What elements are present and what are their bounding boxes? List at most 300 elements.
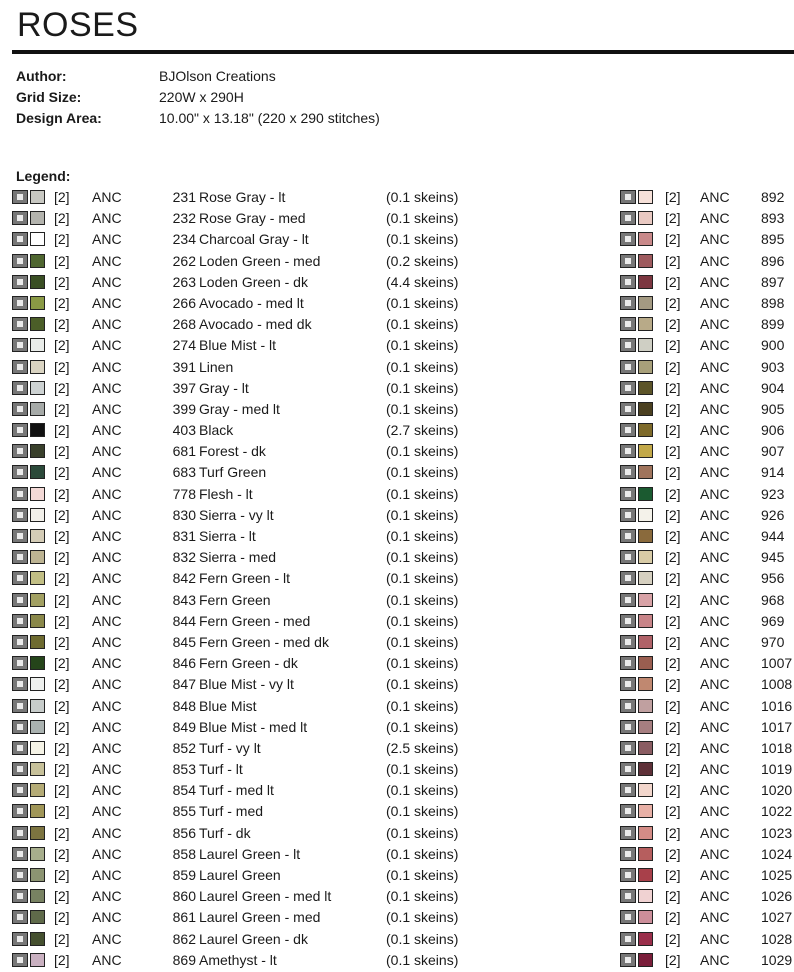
stitch-symbol-icon: [620, 953, 636, 967]
thread-number: 1029: [761, 951, 793, 968]
thread-number: 869: [172, 951, 196, 968]
color-swatch: [638, 444, 653, 458]
thread-number: 900: [761, 337, 785, 354]
strand-count: [2]: [665, 210, 681, 227]
strand-count: [2]: [54, 422, 70, 439]
strand-count: [2]: [665, 591, 681, 608]
thread-number: 892: [761, 189, 785, 205]
thread-brand: ANC: [700, 252, 730, 269]
skein-amount: (0.1 skeins): [386, 485, 459, 502]
stitch-symbol-icon: [12, 317, 28, 331]
thread-brand: ANC: [92, 867, 122, 883]
strand-count: [2]: [54, 549, 70, 566]
skein-amount: (0.1 skeins): [386, 612, 459, 629]
skein-amount: (0.1 skeins): [386, 909, 459, 926]
stitch-symbol-icon: [12, 677, 28, 691]
skein-amount: (0.1 skeins): [386, 570, 459, 587]
thread-brand: ANC: [700, 782, 730, 799]
thread-color-name: Blue Mist - med lt: [199, 718, 308, 735]
strand-count: [2]: [665, 739, 681, 756]
thread-number: 956: [761, 570, 785, 587]
thread-brand: ANC: [700, 506, 730, 523]
color-swatch: [638, 635, 653, 649]
strand-count: [2]: [665, 676, 681, 693]
color-swatch: [638, 487, 653, 501]
grid-size-label: Grid Size:: [16, 89, 82, 105]
skein-amount: (0.1 skeins): [386, 888, 459, 905]
thread-brand: ANC: [92, 739, 122, 756]
thread-color-name: Blue Mist: [199, 697, 257, 714]
stitch-symbol-icon: [620, 635, 636, 649]
strand-count: [2]: [665, 189, 681, 205]
thread-color-name: Loden Green - dk: [199, 273, 308, 290]
thread-brand: ANC: [700, 930, 730, 947]
strand-count: [2]: [54, 210, 70, 227]
strand-count: [2]: [665, 294, 681, 311]
thread-color-name: Laurel Green: [199, 867, 281, 883]
thread-brand: ANC: [700, 655, 730, 672]
legend-label: Legend:: [16, 168, 71, 184]
stitch-symbol-icon: [12, 550, 28, 564]
color-swatch: [30, 783, 45, 797]
strand-count: [2]: [54, 888, 70, 905]
thread-number: 1017: [761, 718, 793, 735]
stitch-symbol-icon: [620, 783, 636, 797]
thread-brand: ANC: [92, 294, 122, 311]
skein-amount: (0.1 skeins): [386, 337, 459, 354]
color-swatch: [638, 529, 653, 543]
color-swatch: [638, 338, 653, 352]
thread-brand: ANC: [92, 591, 122, 608]
color-swatch: [30, 571, 45, 585]
skein-amount: (0.1 skeins): [386, 549, 459, 566]
thread-number: 904: [761, 379, 785, 396]
color-swatch: [638, 275, 653, 289]
color-swatch: [638, 932, 653, 946]
thread-brand: ANC: [700, 718, 730, 735]
stitch-symbol-icon: [620, 529, 636, 543]
strand-count: [2]: [54, 316, 70, 333]
skein-amount: (2.7 skeins): [386, 422, 459, 439]
strand-count: [2]: [54, 951, 70, 968]
thread-number: 859: [172, 867, 196, 883]
thread-brand: ANC: [700, 612, 730, 629]
strand-count: [2]: [54, 930, 70, 947]
color-swatch: [30, 889, 45, 903]
stitch-symbol-icon: [12, 762, 28, 776]
thread-number: 232: [172, 210, 196, 227]
thread-number: 895: [761, 231, 785, 248]
stitch-symbol-icon: [12, 444, 28, 458]
thread-color-name: Linen: [199, 358, 234, 375]
stitch-symbol-icon: [620, 381, 636, 395]
color-swatch: [638, 868, 653, 882]
thread-brand: ANC: [700, 676, 730, 693]
stitch-symbol-icon: [12, 487, 28, 501]
thread-number: 852: [172, 739, 196, 756]
skein-amount: (0.1 skeins): [386, 316, 459, 333]
thread-color-name: Sierra - med: [199, 549, 277, 566]
thread-brand: ANC: [92, 400, 122, 417]
thread-brand: ANC: [92, 930, 122, 947]
thread-number: 391: [172, 358, 196, 375]
thread-number: 263: [172, 273, 196, 290]
strand-count: [2]: [54, 400, 70, 417]
thread-brand: ANC: [92, 951, 122, 968]
thread-brand: ANC: [92, 803, 122, 820]
thread-brand: ANC: [700, 189, 730, 205]
thread-brand: ANC: [700, 570, 730, 587]
strand-count: [2]: [54, 464, 70, 481]
thread-brand: ANC: [92, 231, 122, 248]
stitch-symbol-icon: [620, 275, 636, 289]
stitch-symbol-icon: [620, 254, 636, 268]
stitch-symbol-icon: [620, 508, 636, 522]
stitch-symbol-icon: [620, 614, 636, 628]
strand-count: [2]: [665, 485, 681, 502]
thread-brand: ANC: [700, 867, 730, 883]
color-swatch: [30, 826, 45, 840]
thread-number: 923: [761, 485, 785, 502]
thread-number: 1022: [761, 803, 793, 820]
stitch-symbol-icon: [620, 762, 636, 776]
stitch-symbol-icon: [620, 190, 636, 204]
skein-amount: (0.1 skeins): [386, 506, 459, 523]
thread-color-name: Loden Green - med: [199, 252, 321, 269]
stitch-symbol-icon: [620, 444, 636, 458]
thread-brand: ANC: [92, 528, 122, 544]
design-area-label: Design Area:: [16, 110, 102, 126]
stitch-symbol-icon: [12, 508, 28, 522]
color-swatch: [638, 953, 653, 967]
stitch-symbol-icon: [620, 360, 636, 374]
strand-count: [2]: [665, 337, 681, 354]
stitch-symbol-icon: [12, 699, 28, 713]
skein-amount: (0.1 skeins): [386, 676, 459, 693]
stitch-symbol-icon: [12, 932, 28, 946]
thread-color-name: Gray - lt: [199, 379, 249, 396]
thread-number: 896: [761, 252, 785, 269]
strand-count: [2]: [54, 697, 70, 714]
thread-color-name: Avocado - med dk: [199, 316, 312, 333]
thread-brand: ANC: [92, 358, 122, 375]
thread-brand: ANC: [92, 189, 122, 205]
color-swatch: [30, 720, 45, 734]
thread-number: 1019: [761, 761, 793, 778]
thread-number: 1023: [761, 824, 793, 841]
thread-brand: ANC: [700, 443, 730, 460]
thread-brand: ANC: [92, 845, 122, 862]
strand-count: [2]: [665, 888, 681, 905]
color-swatch: [638, 826, 653, 840]
stitch-symbol-icon: [620, 804, 636, 818]
strand-count: [2]: [54, 803, 70, 820]
thread-number: 262: [172, 252, 196, 269]
stitch-symbol-icon: [12, 868, 28, 882]
thread-brand: ANC: [92, 485, 122, 502]
strand-count: [2]: [665, 252, 681, 269]
skein-amount: (0.1 skeins): [386, 231, 459, 248]
thread-color-name: Fern Green - dk: [199, 655, 298, 672]
thread-brand: ANC: [92, 697, 122, 714]
color-swatch: [30, 868, 45, 882]
thread-brand: ANC: [92, 633, 122, 650]
skein-amount: (0.1 skeins): [386, 930, 459, 947]
thread-brand: ANC: [92, 909, 122, 926]
color-swatch: [638, 465, 653, 479]
thread-number: 862: [172, 930, 196, 947]
grid-size-value: 220W x 290H: [159, 89, 244, 105]
strand-count: [2]: [54, 189, 70, 205]
color-swatch: [638, 296, 653, 310]
color-swatch: [30, 804, 45, 818]
stitch-symbol-icon: [620, 677, 636, 691]
stitch-symbol-icon: [620, 932, 636, 946]
skein-amount: (0.1 skeins): [386, 718, 459, 735]
color-swatch: [30, 635, 45, 649]
color-swatch: [30, 762, 45, 776]
thread-number: 842: [172, 570, 196, 587]
stitch-symbol-icon: [12, 635, 28, 649]
color-swatch: [638, 550, 653, 564]
thread-color-name: Amethyst - lt: [199, 951, 277, 968]
thread-color-name: Rose Gray - med: [199, 210, 306, 227]
thread-number: 846: [172, 655, 196, 672]
stitch-symbol-icon: [12, 783, 28, 797]
color-swatch: [638, 720, 653, 734]
thread-number: 906: [761, 422, 785, 439]
thread-brand: ANC: [700, 400, 730, 417]
stitch-symbol-icon: [620, 550, 636, 564]
stitch-symbol-icon: [12, 847, 28, 861]
strand-count: [2]: [54, 506, 70, 523]
color-swatch: [638, 402, 653, 416]
thread-number: 907: [761, 443, 785, 460]
stitch-symbol-icon: [12, 296, 28, 310]
thread-number: 854: [172, 782, 196, 799]
thread-number: 861: [172, 909, 196, 926]
thread-number: 399: [172, 400, 196, 417]
thread-brand: ANC: [700, 422, 730, 439]
thread-color-name: Forest - dk: [199, 443, 266, 460]
color-swatch: [30, 550, 45, 564]
strand-count: [2]: [54, 528, 70, 544]
color-swatch: [30, 910, 45, 924]
thread-color-name: Flesh - lt: [199, 485, 253, 502]
strand-count: [2]: [665, 273, 681, 290]
thread-number: 266: [172, 294, 196, 311]
strand-count: [2]: [54, 845, 70, 862]
thread-brand: ANC: [92, 316, 122, 333]
color-swatch: [638, 381, 653, 395]
thread-number: 914: [761, 464, 785, 481]
thread-color-name: Turf - vy lt: [199, 739, 261, 756]
color-swatch: [638, 804, 653, 818]
stitch-symbol-icon: [620, 699, 636, 713]
stitch-symbol-icon: [12, 338, 28, 352]
skein-amount: (0.1 skeins): [386, 528, 459, 544]
thread-number: 897: [761, 273, 785, 290]
thread-number: 234: [172, 231, 196, 248]
color-swatch: [30, 699, 45, 713]
stitch-symbol-icon: [620, 211, 636, 225]
strand-count: [2]: [54, 337, 70, 354]
thread-brand: ANC: [92, 655, 122, 672]
thread-brand: ANC: [92, 443, 122, 460]
thread-number: 268: [172, 316, 196, 333]
stitch-symbol-icon: [12, 804, 28, 818]
strand-count: [2]: [665, 316, 681, 333]
thread-brand: ANC: [700, 824, 730, 841]
skein-amount: (0.1 skeins): [386, 951, 459, 968]
thread-brand: ANC: [700, 337, 730, 354]
thread-brand: ANC: [92, 379, 122, 396]
strand-count: [2]: [54, 379, 70, 396]
thread-brand: ANC: [92, 888, 122, 905]
skein-amount: (0.1 skeins): [386, 591, 459, 608]
color-swatch: [30, 465, 45, 479]
color-swatch: [638, 508, 653, 522]
thread-brand: ANC: [700, 210, 730, 227]
thread-brand: ANC: [700, 316, 730, 333]
thread-brand: ANC: [700, 591, 730, 608]
thread-number: 847: [172, 676, 196, 693]
color-swatch: [638, 571, 653, 585]
strand-count: [2]: [54, 782, 70, 799]
thread-brand: ANC: [700, 464, 730, 481]
color-swatch: [30, 741, 45, 755]
strand-count: [2]: [665, 612, 681, 629]
color-swatch: [30, 254, 45, 268]
thread-color-name: Turf - med: [199, 803, 264, 820]
color-swatch: [30, 593, 45, 607]
thread-brand: ANC: [700, 951, 730, 968]
strand-count: [2]: [54, 612, 70, 629]
thread-brand: ANC: [700, 909, 730, 926]
strand-count: [2]: [54, 739, 70, 756]
strand-count: [2]: [665, 761, 681, 778]
stitch-symbol-icon: [620, 338, 636, 352]
thread-number: 903: [761, 358, 785, 375]
thread-brand: ANC: [700, 803, 730, 820]
thread-brand: ANC: [700, 528, 730, 544]
grid-size-row: [16, 87, 380, 108]
thread-brand: ANC: [92, 464, 122, 481]
thread-color-name: Laurel Green - med: [199, 909, 321, 926]
strand-count: [2]: [54, 294, 70, 311]
color-swatch: [638, 741, 653, 755]
stitch-symbol-icon: [12, 423, 28, 437]
color-swatch: [638, 783, 653, 797]
thread-brand: ANC: [92, 782, 122, 799]
thread-number: 1020: [761, 782, 793, 799]
strand-count: [2]: [54, 909, 70, 926]
color-swatch: [638, 211, 653, 225]
thread-color-name: Fern Green - med dk: [199, 633, 329, 650]
strand-count: [2]: [665, 845, 681, 862]
color-swatch: [30, 932, 45, 946]
thread-color-name: Fern Green: [199, 591, 271, 608]
thread-brand: ANC: [700, 761, 730, 778]
color-swatch: [638, 889, 653, 903]
strand-count: [2]: [665, 782, 681, 799]
thread-brand: ANC: [92, 210, 122, 227]
skein-amount: (0.1 skeins): [386, 358, 459, 375]
design-meta: [16, 66, 380, 129]
strand-count: [2]: [54, 655, 70, 672]
thread-number: 905: [761, 400, 785, 417]
thread-number: 848: [172, 697, 196, 714]
strand-count: [2]: [54, 273, 70, 290]
stitch-symbol-icon: [12, 741, 28, 755]
strand-count: [2]: [665, 867, 681, 883]
stitch-symbol-icon: [12, 614, 28, 628]
thread-color-name: Turf - dk: [199, 824, 251, 841]
thread-brand: ANC: [92, 824, 122, 841]
thread-brand: ANC: [92, 549, 122, 566]
stitch-symbol-icon: [620, 889, 636, 903]
strand-count: [2]: [54, 252, 70, 269]
stitch-symbol-icon: [620, 317, 636, 331]
thread-number: 969: [761, 612, 785, 629]
color-swatch: [30, 487, 45, 501]
thread-number: 860: [172, 888, 196, 905]
stitch-symbol-icon: [620, 720, 636, 734]
strand-count: [2]: [665, 951, 681, 968]
stitch-symbol-icon: [12, 465, 28, 479]
thread-number: 843: [172, 591, 196, 608]
thread-color-name: Blue Mist - lt: [199, 337, 277, 354]
strand-count: [2]: [54, 824, 70, 841]
skein-amount: (0.2 skeins): [386, 252, 459, 269]
thread-number: 899: [761, 316, 785, 333]
strand-count: [2]: [665, 930, 681, 947]
thread-brand: ANC: [700, 549, 730, 566]
strand-count: [2]: [665, 506, 681, 523]
thread-brand: ANC: [700, 485, 730, 502]
skein-amount: (0.1 skeins): [386, 464, 459, 481]
skein-amount: (0.1 skeins): [386, 400, 459, 417]
thread-color-name: Fern Green - lt: [199, 570, 291, 587]
strand-count: [2]: [54, 591, 70, 608]
stitch-symbol-icon: [12, 254, 28, 268]
thread-color-name: Gray - med lt: [199, 400, 280, 417]
skein-amount: (0.1 skeins): [386, 761, 459, 778]
thread-color-name: Laurel Green - lt: [199, 845, 301, 862]
thread-brand: ANC: [92, 761, 122, 778]
color-swatch: [638, 699, 653, 713]
thread-number: 968: [761, 591, 785, 608]
color-swatch: [638, 614, 653, 628]
stitch-symbol-icon: [620, 487, 636, 501]
design-area-value: 10.00" x 13.18" (220 x 290 stitches): [159, 110, 380, 126]
thread-number: 844: [172, 612, 196, 629]
color-swatch: [30, 847, 45, 861]
strand-count: [2]: [54, 676, 70, 693]
thread-number: 926: [761, 506, 785, 523]
stitch-symbol-icon: [12, 826, 28, 840]
thread-color-name: Laurel Green - med lt: [199, 888, 332, 905]
thread-number: 944: [761, 528, 785, 544]
strand-count: [2]: [665, 803, 681, 820]
stitch-symbol-icon: [12, 381, 28, 395]
stitch-symbol-icon: [12, 360, 28, 374]
color-swatch: [30, 423, 45, 437]
thread-brand: ANC: [700, 845, 730, 862]
skein-amount: (0.1 skeins): [386, 655, 459, 672]
page-title: ROSES: [17, 6, 139, 44]
skein-amount: (0.1 skeins): [386, 443, 459, 460]
